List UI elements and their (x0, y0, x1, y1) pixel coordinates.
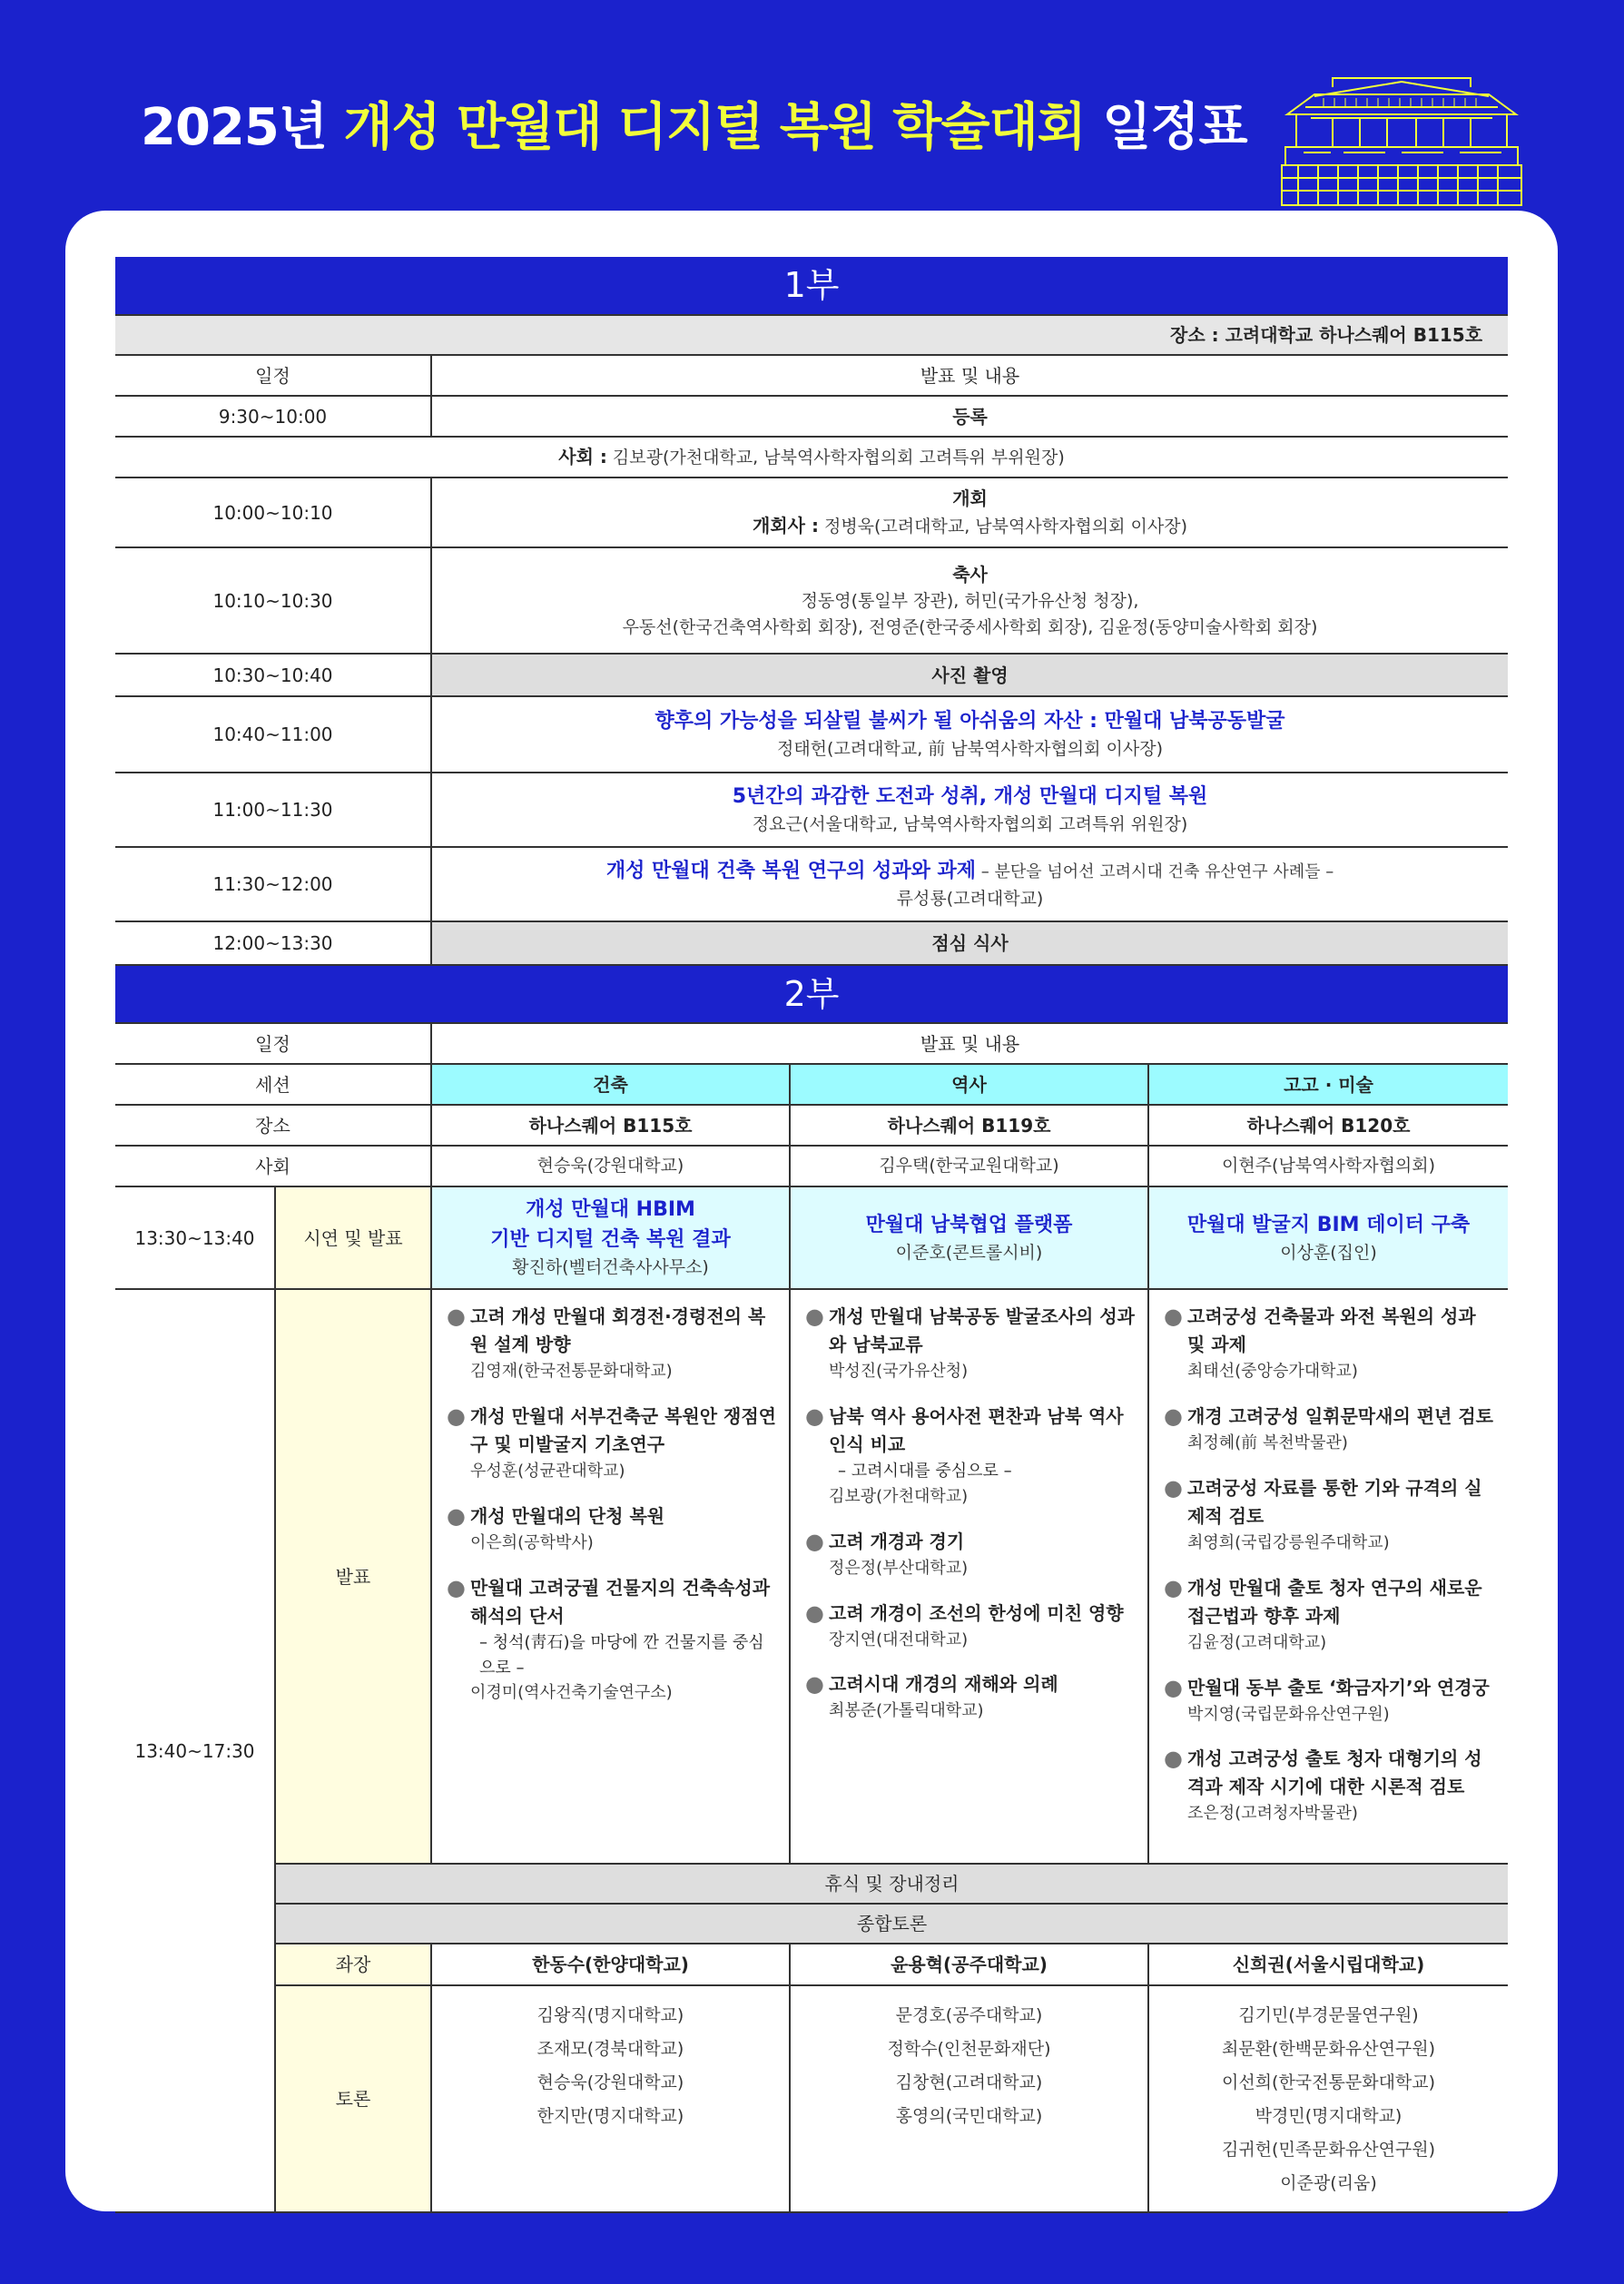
list-item: ● 개성 만월대 출토 청자 연구의 새로운 접근법과 향후 과제 김윤정(고려대학교) (1164, 1574, 1499, 1656)
talk1-cell: 향후의 가능성을 되살릴 불씨가 될 아쉬움의 자산 : 만월대 남북공동발굴 정태헌(고려대학교, 前 남북역사학자협의회 이사장) (431, 696, 1508, 773)
host-1: 현승욱(강원대학교) (431, 1146, 790, 1186)
part1-col-content: 발표 및 내용 (431, 355, 1508, 396)
host-3: 이현주(남북역사학자협의회) (1148, 1146, 1508, 1186)
bullet-icon: ● (447, 1574, 466, 1600)
talk2-cell: 5년간의 과감한 도전과 성취, 개성 만월대 디지털 복원 정요근(서울대학교, 남북역사학자협의회 고려특위 위원장) (431, 773, 1508, 847)
photo-time: 10:30~10:40 (115, 654, 431, 696)
presentation-time: 13:40~17:30 (115, 1289, 275, 2212)
bullet-icon: ● (447, 1403, 466, 1429)
lunch-time: 12:00~13:30 (115, 921, 431, 965)
demo-item: 개성 만월대 HBIM 기반 디지털 건축 복원 결과 황진하(벨터건축사사무소) (431, 1186, 790, 1289)
list-item: ● 고려시대 개경의 재해와 의례 최봉준(가톨릭대학교) (805, 1670, 1138, 1724)
opening-time: 10:00~10:10 (115, 477, 431, 547)
bullet-icon: ● (1164, 1403, 1183, 1429)
list-item: ● 개성 만월대 서부건축군 복원안 쟁점연구 및 미발굴지 기초연구 우성훈(성균관대학교) (447, 1403, 780, 1484)
panel-column-1: 김왕직(명지대학교) 조재모(경북대학교) 현승욱(강원대학교) 한지만(명지대학교) (431, 1985, 790, 2212)
part2-col-time: 일정 (115, 1023, 431, 1064)
registration-time: 9:30~10:00 (115, 396, 431, 437)
talk1-time: 10:40~11:00 (115, 696, 431, 773)
chair-label: 좌장 (275, 1944, 431, 1985)
bullet-icon: ● (805, 1528, 824, 1554)
break-label: 휴식 및 장내정리 (275, 1864, 1508, 1904)
room-2: 하나스퀘어 B119호 (790, 1105, 1148, 1146)
session-label: 세션 (115, 1064, 431, 1105)
host-2: 김우택(한국교원대학교) (790, 1146, 1148, 1186)
bullet-icon: ● (805, 1600, 824, 1626)
session-archaeology-art: 고고 · 미술 (1148, 1064, 1508, 1105)
talk-column-archaeology-art (1148, 1289, 1508, 1864)
room-label: 장소 (115, 1105, 431, 1146)
page-title: 2025년 개성 만월대 디지털 복원 학술대회 일정표 (141, 98, 1247, 157)
talk3-cell: 개성 만월대 건축 복원 연구의 성과와 과제 – 분단을 넘어선 고려시대 건축 유산연구 사례들 – 류성룡(고려대학교) (431, 847, 1508, 921)
bullet-icon: ● (805, 1403, 824, 1429)
demo-item: 만월대 남북협업 플랫폼 이준호(콘트롤시비) (790, 1186, 1148, 1289)
list-item: ● 개성 고려궁성 출토 청자 대형기의 성격과 제작 시기에 대한 시론적 검토 조은정(고려청자박물관) (1164, 1745, 1499, 1826)
panel-label: 토론 (275, 1985, 431, 2212)
palace-illustration-icon (1278, 74, 1525, 211)
part1-venue: 장소 : 고려대학교 하나스퀘어 B115호 (115, 315, 1508, 355)
room-3: 하나스퀘어 B120호 (1148, 1105, 1508, 1146)
panel-column-3: 김기민(부경문물연구원) 최문환(한백문화유산연구원) 이선희(한국전통문화대학교) 박경민(명지대학교) 김귀헌(민족문화유산연구원) 이준광(리움) (1148, 1985, 1508, 2212)
part1-banner: 1부 (115, 257, 1508, 315)
list-item: ● 개성 만월대 남북공동 발굴조사의 성과와 남북교류 박성진(국가유산청) (805, 1303, 1138, 1384)
session-history: 역사 (790, 1064, 1148, 1105)
schedule-table (115, 257, 1508, 2213)
talk3-time: 11:30~12:00 (115, 847, 431, 921)
bullet-icon: ● (805, 1304, 824, 1329)
discussion-label: 종합토론 (275, 1904, 1508, 1944)
room-1: 하나스퀘어 B115호 (431, 1105, 790, 1146)
registration-label: 등록 (431, 396, 1508, 437)
congrats-cell: 축사 정동영(통일부 장관), 허민(국가유산청 청장), 우동선(한국건축역사학회 회장), 전영준(한국중세사학회 회장), 김윤정(동양미술사학회 회장) (431, 547, 1508, 654)
part1-host: 사회 : 김보광(가천대학교, 남북역사학자협의회 고려특위 부위원장) (115, 437, 1508, 477)
congrats-title: 축사 (952, 564, 988, 586)
bullet-icon: ● (447, 1502, 466, 1529)
bullet-icon: ● (1164, 1304, 1183, 1329)
demo-label: 시연 및 발표 (275, 1186, 431, 1289)
host-label: 사회 (115, 1146, 431, 1186)
list-item: ● 고려궁성 자료를 통한 기와 규격의 실제적 검토 최영희(국립강릉원주대학교) (1164, 1474, 1499, 1556)
list-item: ● 고려 개경이 조선의 한성에 미친 영향 장지연(대전대학교) (805, 1600, 1138, 1653)
congrats-time: 10:10~10:30 (115, 547, 431, 654)
list-item: ● 개경 고려궁성 일휘문막새의 편년 검토 최정혜(前 복천박물관) (1164, 1403, 1499, 1456)
chair-1: 한동수(한양대학교) (431, 1944, 790, 1985)
panel-column-2: 문경호(공주대학교) 정학수(인천문화재단) 김창현(고려대학교) 홍영의(국민대학교) (790, 1985, 1148, 2212)
part1-col-time: 일정 (115, 355, 431, 396)
list-item: ● 남북 역사 용어사전 편찬과 남북 역사 인식 비교 – 고려시대를 중심으로 – 김보광(가천대학교) (805, 1403, 1138, 1510)
list-item: ● 고려궁성 건축물과 와전 복원의 성과 및 과제 최태선(중앙승가대학교) (1164, 1303, 1499, 1384)
list-item: ● 고려 개경과 경기 정은정(부산대학교) (805, 1528, 1138, 1581)
part2-banner: 2부 (115, 965, 1508, 1023)
photo-label: 사진 촬영 (431, 654, 1508, 696)
demo-item: 만월대 발굴지 BIM 데이터 구축 이상훈(집인) (1148, 1186, 1508, 1289)
bullet-icon: ● (805, 1671, 824, 1698)
demo-time: 13:30~13:40 (115, 1186, 275, 1289)
bullet-icon: ● (1164, 1474, 1183, 1501)
presentation-label: 발표 (275, 1289, 431, 1864)
list-item: ● 고려 개성 만월대 회경전·경령전의 복원 설계 방향 김영재(한국전통문화대학교) (447, 1303, 780, 1384)
session-architecture: 건축 (431, 1064, 790, 1105)
bullet-icon: ● (1164, 1574, 1183, 1600)
bullet-icon: ● (1164, 1674, 1183, 1700)
opening-title: 개회 (952, 487, 988, 510)
opening-cell: 개회 개회사 : 정병욱(고려대학교, 남북역사학자협의회 이사장) (431, 477, 1508, 547)
talk-column-architecture (431, 1289, 790, 1864)
part2-col-content: 발표 및 내용 (431, 1023, 1508, 1064)
talk2-time: 11:00~11:30 (115, 773, 431, 847)
list-item: ● 만월대 고려궁궐 건물지의 건축속성과 해석의 단서 – 청석(靑石)을 마당에 깐 건물지를 중심으로 – 이경미(역사건축기술연구소) (447, 1574, 780, 1707)
talk-column-history (790, 1289, 1148, 1864)
bullet-icon: ● (447, 1304, 466, 1329)
list-item: ● 개성 만월대의 단청 복원 이은희(공학박사) (447, 1502, 780, 1556)
list-item: ● 만월대 동부 출토 ‘화금자기’와 연경궁 박지영(국립문화유산연구원) (1164, 1674, 1499, 1728)
chair-3: 신희권(서울시립대학교) (1148, 1944, 1508, 1985)
chair-2: 윤용혁(공주대학교) (790, 1944, 1148, 1985)
lunch-label: 점심 식사 (431, 921, 1508, 965)
bullet-icon: ● (1164, 1746, 1183, 1772)
